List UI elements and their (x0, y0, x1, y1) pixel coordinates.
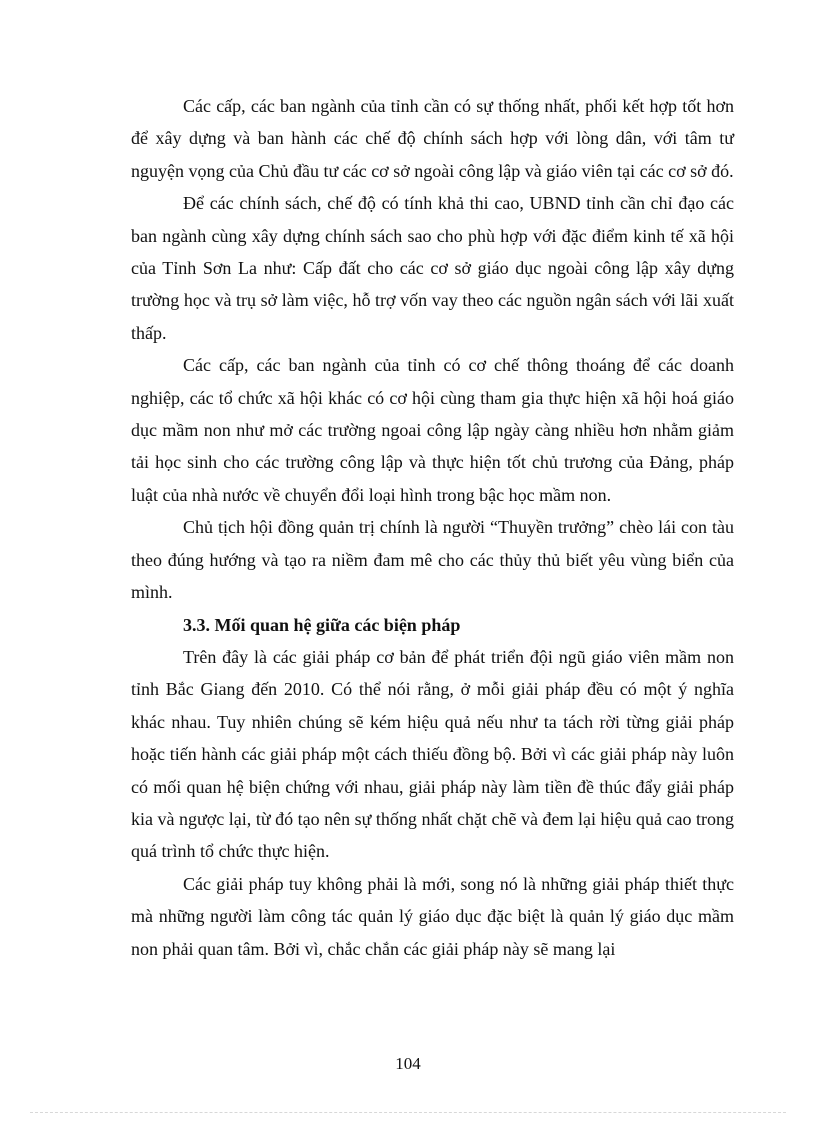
text-body (131, 90, 734, 965)
paragraph-chairman-role: Chủ tịch hội đồng quản trị chính là người “Thuyền trưởng” chèo lái con tàu theo đúng hướng và tạo ra niềm đam mê cho các thủy thủ biết yêu vùng biển của mình. (131, 517, 734, 603)
paragraph-solutions-summary: Trên đây là các giải pháp cơ bản để phát triển đội ngũ giáo viên mầm non tỉnh Bắc Giang đến 2010. Có thể nói rằng, ở mỗi giải pháp đều có một ý nghĩa khác nhau. Tuy nhiên chúng sẽ kém hiệu quả nếu như ta tách rời từng giải pháp hoặc tiến hành các giải pháp một cách thiếu đồng bộ. Bởi vì các giải pháp này luôn có mối quan hệ biện chứng với nhau, giải pháp này làm tiền đề thúc đẩy giải pháp kia và ngược lại, từ đó tạo nên sự thống nhất chặt chẽ và đem lại hiệu quả cao trong quá trình tổ chức thực hiện. (131, 646, 734, 862)
paragraph-solutions-practical: Các giải pháp tuy không phải là mới, song nó là những giải pháp thiết thực mà những người làm công tác quản lý giáo dục đặc biệt là quản lý giáo dục mầm non phải quan tâm. Bởi vì, chắc chắn các giải pháp này sẽ mang lại (131, 873, 734, 959)
paragraph-open-mechanism: Các cấp, các ban ngành của tỉnh có cơ chế thông thoáng để các doanh nghiệp, các tổ chức xã hội khác có cơ hội cùng tham gia thực hiện xã hội hoá giáo dục mầm non như mở các trường ngoai công lập ngày càng nhiều hơn nhằm giảm tải học sinh cho các trường công lập và thực hiện tốt chủ trương của Đảng, pháp luật của nhà nước về chuyển đổi loại hình trong bậc học mầm non. (131, 355, 734, 505)
page-number: 104 (395, 1054, 421, 1073)
paragraph-policy-coordination: Các cấp, các ban ngành của tỉnh cần có sự thống nhất, phối kết hợp tốt hơn để xây dựng và ban hành các chế độ chính sách hợp với lòng dân, với tâm tư nguyện vọng của Chủ đầu tư các cơ sở ngoài công lập và giáo viên tại các cơ sở đó. (131, 96, 734, 181)
paragraph-policy-feasibility: Để các chính sách, chế độ có tính khả thi cao, UBND tỉnh cần chỉ đạo các ban ngành cùng xây dựng chính sách sao cho phù hợp với đặc điểm kinh tế xã hội của Tỉnh Sơn La như: Cấp đất cho các cơ sở giáo dục ngoài công lập xây dựng trường học và trụ sở làm việc, hỗ trợ vốn vay theo các nguồn ngân sách với lãi xuất thấp. (131, 193, 734, 343)
section-heading: 3.3. Mối quan hệ giữa các biện pháp (183, 614, 461, 635)
page-bottom-divider (30, 1112, 786, 1113)
